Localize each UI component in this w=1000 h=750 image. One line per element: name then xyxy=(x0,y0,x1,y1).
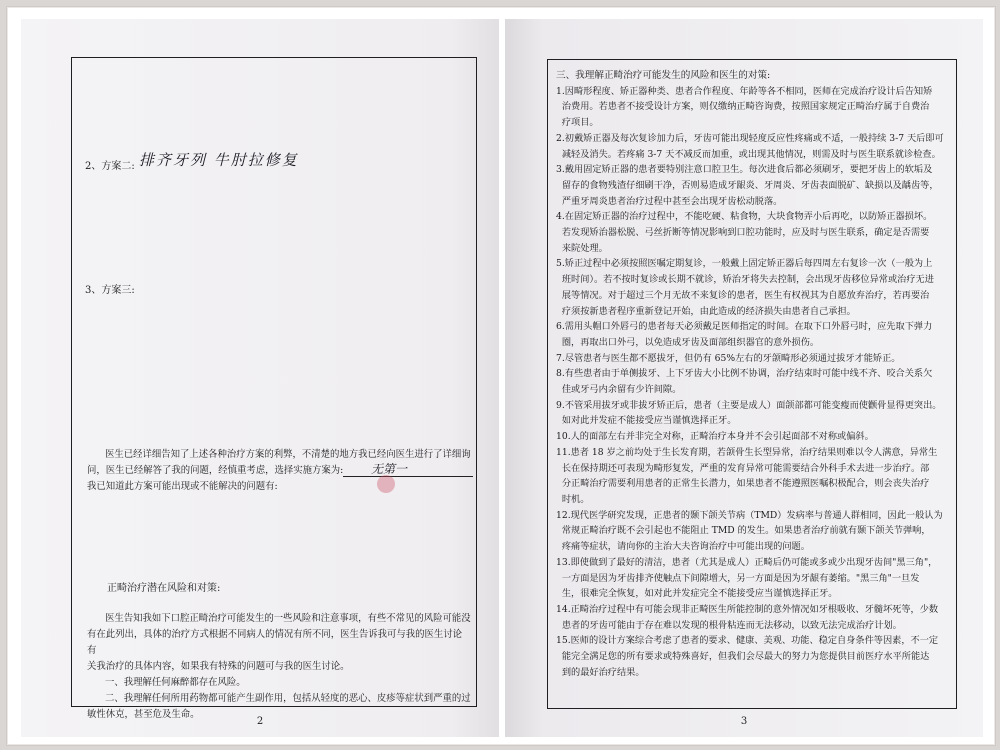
risk-list-line: 能完全满足您的所有要求或特殊喜好，但我们会尽最大的努力为您提供目前医疗水平所能达 xyxy=(556,651,930,663)
choice-handwriting: 无第一 xyxy=(371,462,408,476)
risk-line: 一、我理解任何麻醉都存在风险。 xyxy=(105,677,246,688)
risk-list-line: 疗须按新患者程序重新登记开始，由此造成的经济损失由患者自己承担。 xyxy=(556,305,856,317)
risk-list-line: 3.戴用固定矫正器的患者要特别注意口腔卫生。每次进食后都必须刷牙，要把牙齿上的软垢及 xyxy=(556,164,933,176)
risk-line: 二、我理解任何所用药物都可能产生副作用，包括从轻度的恶心、皮疹等症状到严重的过 xyxy=(105,693,471,704)
risk-list xyxy=(556,68,950,680)
risk-line: 敏性休克，甚至危及生命。 xyxy=(87,709,200,720)
risk-list-line: 4.在固定矫正器的治疗过程中，不能吃硬、粘食物，大块食物弄小后再吃，以防矫正器损坏。 xyxy=(556,211,933,223)
consent-paragraph xyxy=(87,447,471,495)
risk-list-line: 减轻及消失。若疼痛 3-7 天不减反而加重，或出现其他情况，则需及时与医生联系就诊检查。 xyxy=(556,148,941,160)
plan3-label: 3、方案三: xyxy=(85,285,135,296)
risk-line: 关我治疗的具体内容，如果我有特殊的问题可与我的医生讨论。 xyxy=(87,661,350,672)
risk-list-line: 1.因畸形程度、矫正器种类、患者合作程度、年龄等各不相同，医师在完成治疗设计后告知矫 xyxy=(556,85,933,97)
risk-list-line: 患者的牙齿可能由于存在难以发现的根骨粘连而无法移动，以致无法完成治疗计划。 xyxy=(556,619,902,631)
risk-list-line: 如对此并发症不能接受应当谨慎选择正牙。 xyxy=(556,415,737,427)
risk-list-line: 佳或牙弓内余留有少许间隙。 xyxy=(556,384,682,396)
risk-list-line: 13.即使做到了最好的清洁，患者（尤其是成人）正畸后仍可能或多或少出现牙齿间"黑三角"， xyxy=(556,556,938,568)
page-number-right: 3 xyxy=(740,716,748,727)
risk-list-line: 5.矫正过程中必须按照医嘱定期复诊，一般戴上固定矫正器后每四周左右复诊一次（一般为上 xyxy=(556,258,933,270)
risk-list-line: 疗项目。 xyxy=(556,117,599,129)
risk-list-line: 圈，再取出口外弓，以免造成牙齿及面部组织器官的意外损伤。 xyxy=(556,336,820,348)
risk-items xyxy=(556,84,950,681)
risk-heading: 三、我理解正畸治疗可能发生的风险和医生的对策: xyxy=(556,70,771,81)
risk-list-line: 分正畸治疗需要利用患者的正常生长潜力，如果患者不能遵照医嘱积极配合，则会丧失治疗 xyxy=(556,478,930,490)
consent-line: 我已知道此方案可能出现或不能解决的问题有: xyxy=(87,481,278,492)
risk-list-line: 一方面是因为牙齿排齐使触点下间隙增大，另一方面是因为牙龈有萎缩。"黑三角"一旦发 xyxy=(556,572,920,584)
risk-list-line: 12.现代医学研究发现，正患者的颞下颌关节病（TMD）发病率与普通人群相同，因此一般认为 xyxy=(556,509,943,521)
risk-list-line: 11.患者 18 岁之前均处于生长发育期，若颌骨生长型异常，治疗结果则难以令人满意，异常生 xyxy=(556,446,938,458)
risk-line: 有在此列出，具体的治疗方式根据不同病人的情况有所不同，医生告诉我可与我的医生讨论有 xyxy=(87,629,463,656)
risk-list-line: 7.尽管患者与医生都不愿拔牙，但仍有 65%左右的牙颌畸形必须通过拔牙才能矫正。 xyxy=(556,352,901,364)
risk-list-line: 治费用。若患者不接受设计方案，则仅缴纳正畸咨询费，按照国家规定正畸治疗属于自费治 xyxy=(556,101,930,113)
risk-list-line: 展等情况。对于超过三个月无故不来复诊的患者，医生有权视其为自愿放弃治疗，若再要治 xyxy=(556,289,930,301)
risk-list-line: 14.正畸治疗过程中有可能会现非正畸医生所能控制的意外情况如牙根吸收、牙髓坏死等，少数 xyxy=(556,603,939,615)
risk-list-line: 严重牙周炎患者治疗过程中甚至会出现牙齿松动脱落。 xyxy=(556,195,783,207)
risk-list-line: 疼痛等症状，请向你的主治大夫咨询治疗中可能出现的问题。 xyxy=(556,541,810,553)
page-number-left: 2 xyxy=(256,716,264,727)
plan2-handwriting: 排齐牙列 牛肘拉修复 xyxy=(139,151,299,169)
risk-list-line: 来院处理。 xyxy=(556,242,608,254)
risk-list-line: 8.有些患者由于单侧拔牙、上下牙齿大小比例不协调，治疗结束时可能中线不齐、咬合关系欠 xyxy=(556,368,933,380)
right-page xyxy=(505,19,983,737)
risk-list-line: 10.人的面部左右并非完全对称，正畸治疗本身并不会引起面部不对称或偏斜。 xyxy=(556,431,874,443)
risk-list-line: 2.初戴矫正器及每次复诊加力后，牙齿可能出现轻度反应性疼痛或不适，一般持续 3-7 天后即可 xyxy=(556,132,944,144)
left-page xyxy=(21,19,499,737)
risk-list-line: 到的最好治疗结果。 xyxy=(556,666,645,678)
choice-underline xyxy=(343,476,473,477)
risk-list-line: 6.需用头帽口外唇弓的患者每天必须戴足医师指定的时间。在取下口外唇弓时，应先取下弹力 xyxy=(556,321,933,333)
right-page-frame xyxy=(547,59,957,709)
risk-list-line: 若发现矫治器松脱、弓丝折断等情况影响到口腔功能时，应及时与医生联系，确定是否需要 xyxy=(556,227,930,239)
risk-title: 正畸治疗潜在风险和对策: xyxy=(107,583,221,594)
risk-list-line: 常规正畸治疗既不会引起也不能阻止 TMD 的发生。如果患者治疗前就有颞下颌关节弹响， xyxy=(556,525,931,537)
risk-list-line: 15.医师的设计方案综合考虑了患者的要求、健康、美观、功能、稳定自身条件等因素，不一定 xyxy=(556,635,939,647)
risk-list-line: 班时间）。若不按时复诊或长期不就诊，矫治牙将失去控制，会出现牙齿移位异常或治疗无进 xyxy=(556,274,934,286)
risk-list-line: 留存的食物残渣仔细刷干净，否则易造成牙龈炎、牙周炎、牙齿表面脱矿、缺损以及龋齿等， xyxy=(556,179,939,191)
plan2-label: 2、方案二: xyxy=(85,161,135,172)
risk-list-line: 9.不管采用拔牙或非拔牙矫正后，患者（主要是成人）面颌部都可能变瘦而使颧骨显得更突出。 xyxy=(556,399,942,411)
risk-line: 医生告知我如下口腔正畸治疗可能发生的一些风险和注意事项，有些不常见的风险可能没 xyxy=(105,613,471,624)
risk-list-line: 长在保持期还可表现为畸形复发，严重的发育异常可能需要结合外科手术去进一步治疗。部 xyxy=(556,462,930,474)
red-stamp-mark xyxy=(377,475,395,493)
risk-list-line: 时机。 xyxy=(556,493,590,505)
consent-line: 医生已经详细告知了上述各种治疗方案的利弊，不清楚的地方我已经向医生进行了详细询 xyxy=(105,449,471,460)
document-spread xyxy=(6,6,996,746)
consent-line: 问，医生已经解答了我的问题，经慎重考虑，选择实施方案为: xyxy=(87,465,344,476)
risk-list-line: 生，很难完全恢复，如对此并发症完全不能接受应当谨慎选择正牙。 xyxy=(556,588,838,600)
risk-paragraph xyxy=(87,611,471,723)
